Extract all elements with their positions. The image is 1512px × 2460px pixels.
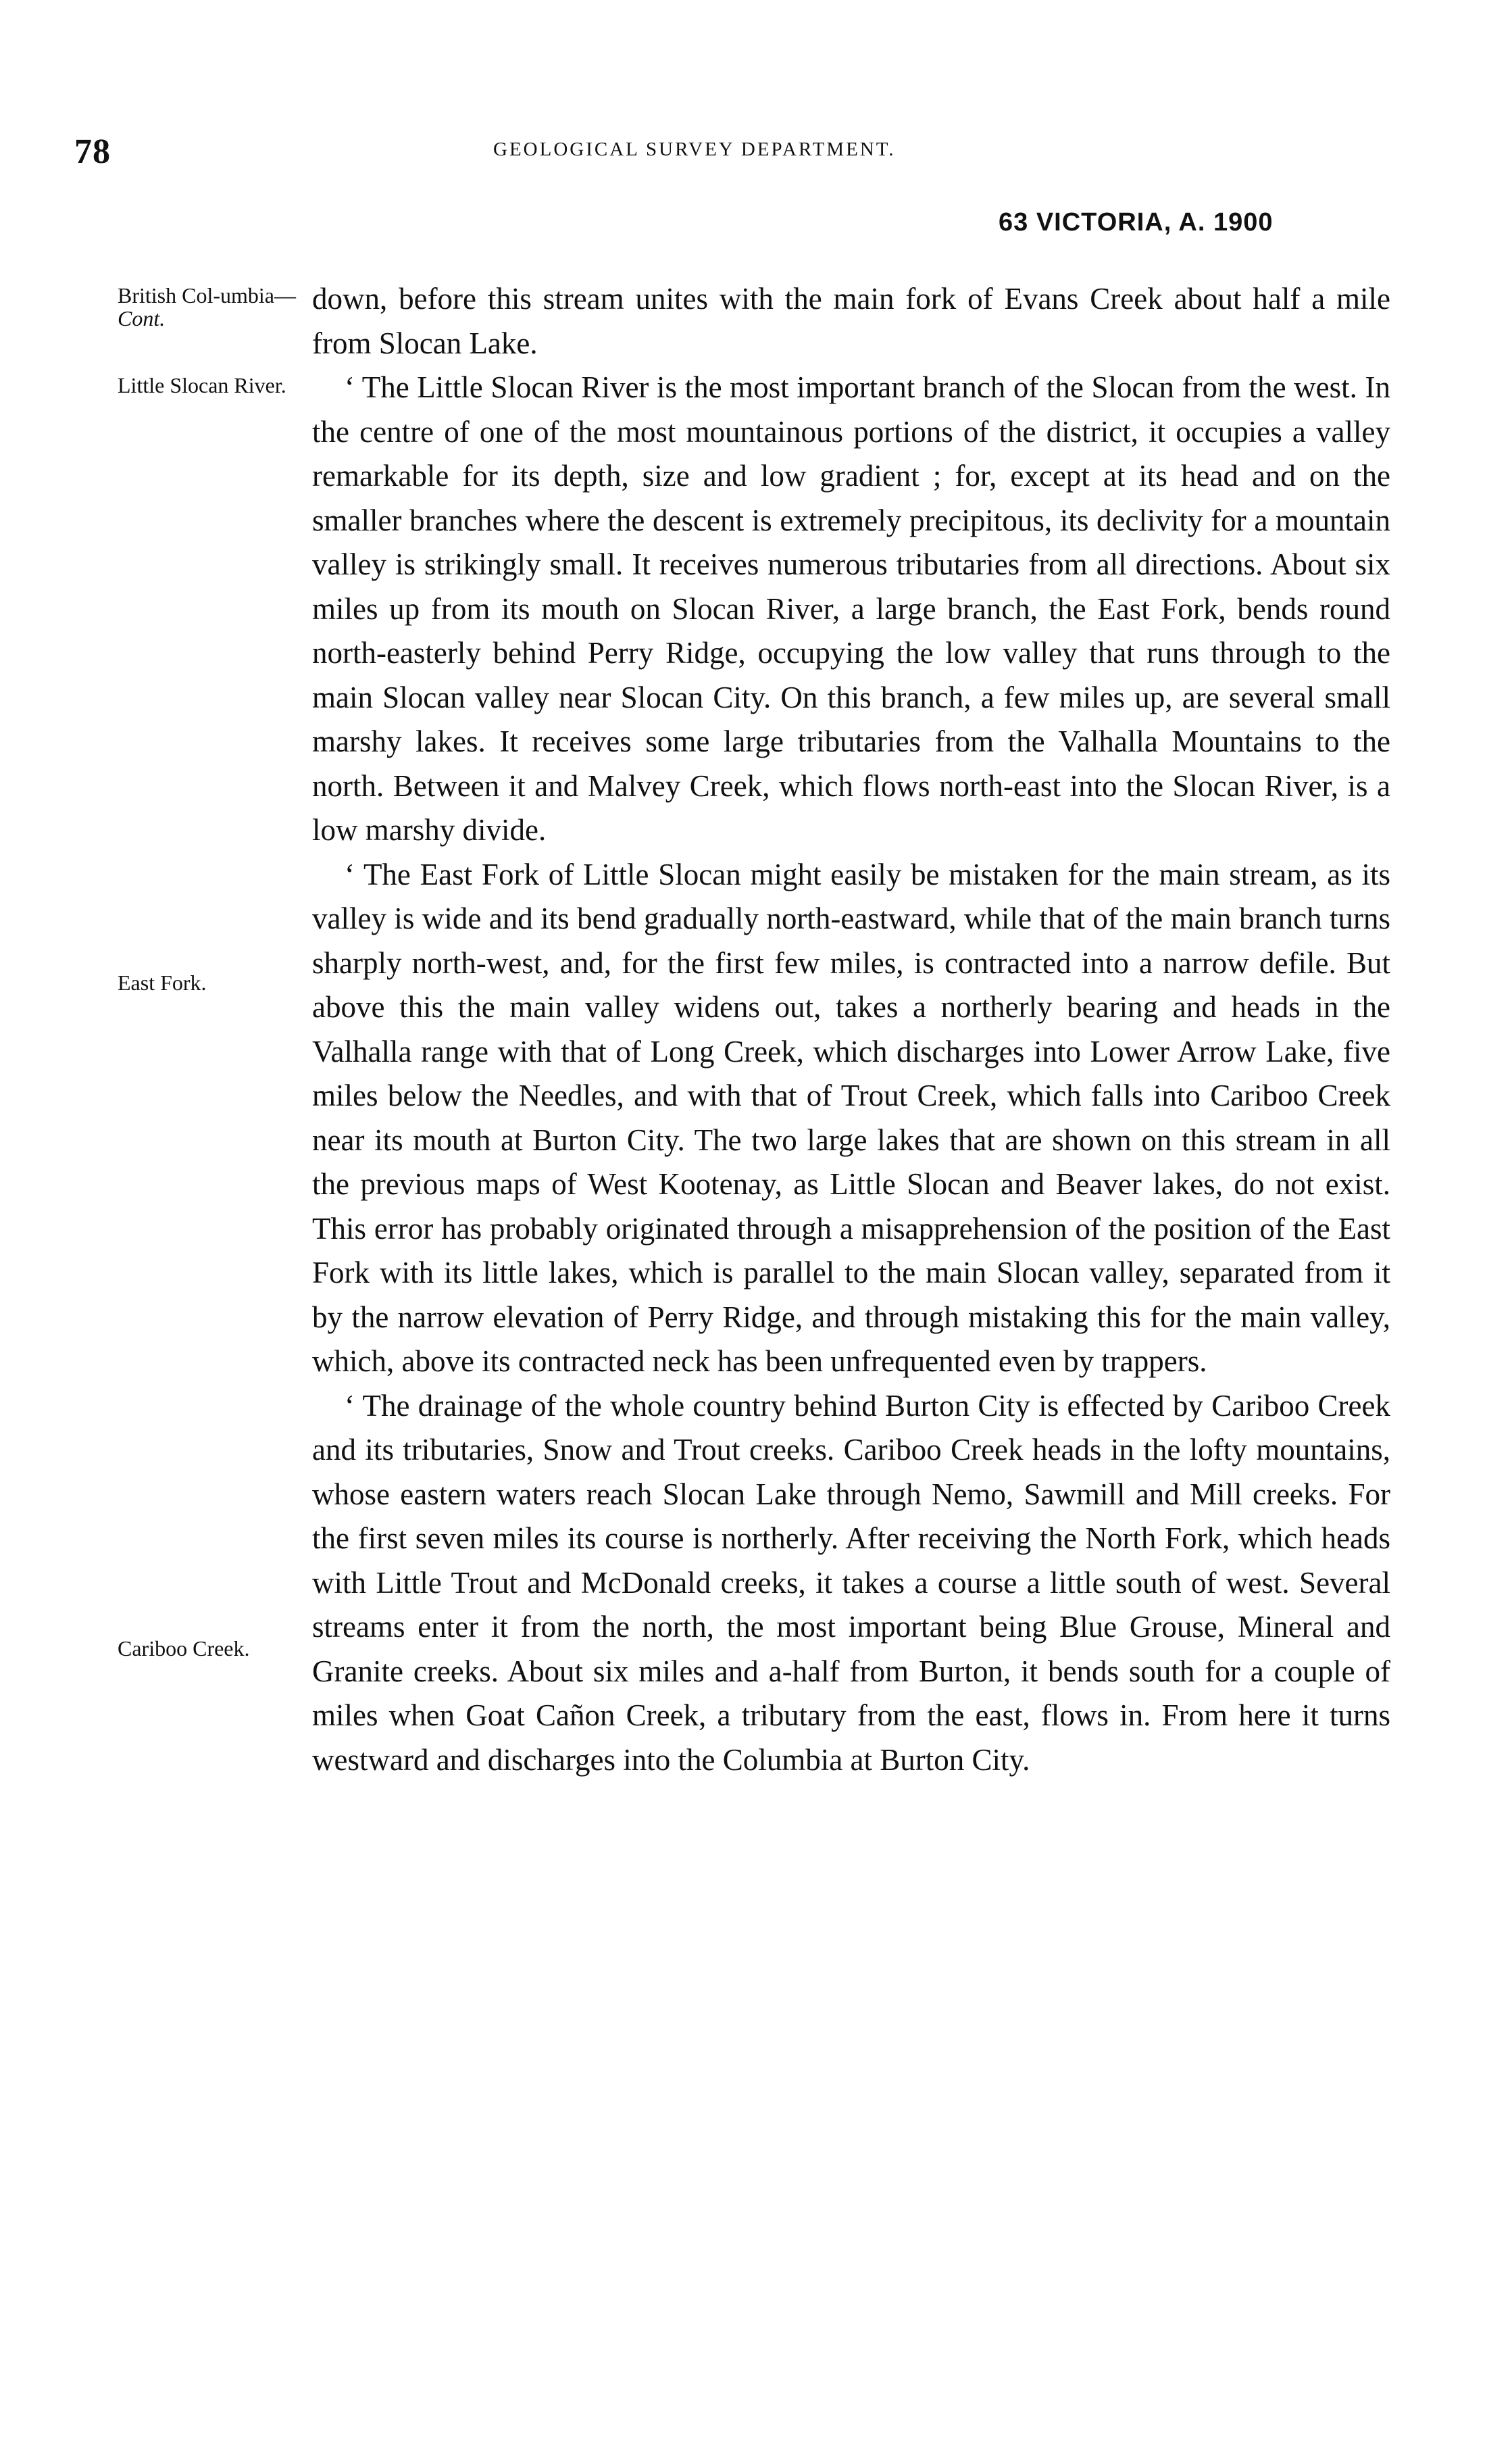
paragraph-1: down, before this stream unites with the main fork of Evans Creek about half a mile from Slocan Lake.	[312, 282, 1390, 360]
paragraph-little-slocan: ‘ The Little Slocan River is the most important branch of the Slocan from the west. In the centre of one of the most mountainous portions of the district, it occupies a valley remarkable for its depth, size and low gradient ; for, except at its head and on the smaller branches where the descent is extremely precipitous, its declivity for a mountain valley is strikingly small. It receives numerous tributaries from all directions. About six miles up from its mouth on Slocan River, a large branch, the East Fork, bends round north-easterly behind Perry Ridge, occupying the low valley that runs through to the main Slocan valley near Slocan City. On this branch, a few miles up, are several small marshy lakes. It receives some large tributaries from the Valhalla Mountains to the north. Between it and Malvey Creek, which flows north-east into the Slocan River, is a low marshy divide.	[312, 370, 1390, 847]
sidenote-cont: Cont.	[118, 306, 166, 330]
running-head: GEOLOGICAL SURVEY DEPARTMENT.	[493, 139, 896, 160]
sidenote-british-columbia	[118, 284, 313, 330]
main-text	[312, 277, 1390, 1782]
paragraph-east-fork: ‘ The East Fork of Little Slocan might easily be mistaken for the main stream, as its valley is wide and its bend gradually north-eastward, while that of the main branch turns sharply north-west, and, for the first few miles, is contracted into a narrow defile. But above this the main valley widens out, takes a northerly bearing and heads in the Valhalla range with that of Long Creek, which discharges into Lower Arrow Lake, five miles below the Needles, and with that of Trout Creek, which falls into Cariboo Creek near its mouth at Burton City. The two large lakes that are shown on this stream in all the previous maps of West Kootenay, as Little Slocan and Beaver lakes, do not exist. This error has probably originated through a misapprehension of the position of the East Fork with its little lakes, which is parallel to the main Slocan valley, separated from it by the narrow elevation of Perry Ridge, and through mistaking this for the main valley, which, above its contracted neck has been unfrequented even by trappers.	[312, 857, 1390, 1378]
session-label: 63 VICTORIA, A. 1900	[999, 208, 1274, 237]
page-number: 78	[74, 132, 111, 171]
sidenote-british-columbia-text: British Col-umbia—	[118, 283, 296, 308]
paragraph-cariboo-creek: ‘ The drainage of the whole country behind Burton City is effected by Cariboo Creek and its tributaries, Snow and Trout creeks. Cariboo Creek heads in the lofty mountains, whose eastern waters reach Slocan Lake through Nemo, Sawmill and Mill creeks. For the first seven miles its course is northerly. After receiving the North Fork, which heads with Little Trout and McDonald creeks, it takes a course a little south of west. Several streams enter it from the north, the most important being Blue Grouse, Mineral and Granite creeks. About six miles and a-half from Burton, it bends south for a couple of miles when Goat Cañon Creek, a tributary from the east, flows in. From here it turns westward and discharges into the Columbia at Burton City.	[312, 1388, 1390, 1777]
sidenote-little-slocan: Little Slocan River.	[118, 373, 286, 397]
sidenote-cariboo-creek: Cariboo Creek.	[118, 1636, 250, 1660]
sidenote-east-fork: East Fork.	[118, 970, 207, 995]
